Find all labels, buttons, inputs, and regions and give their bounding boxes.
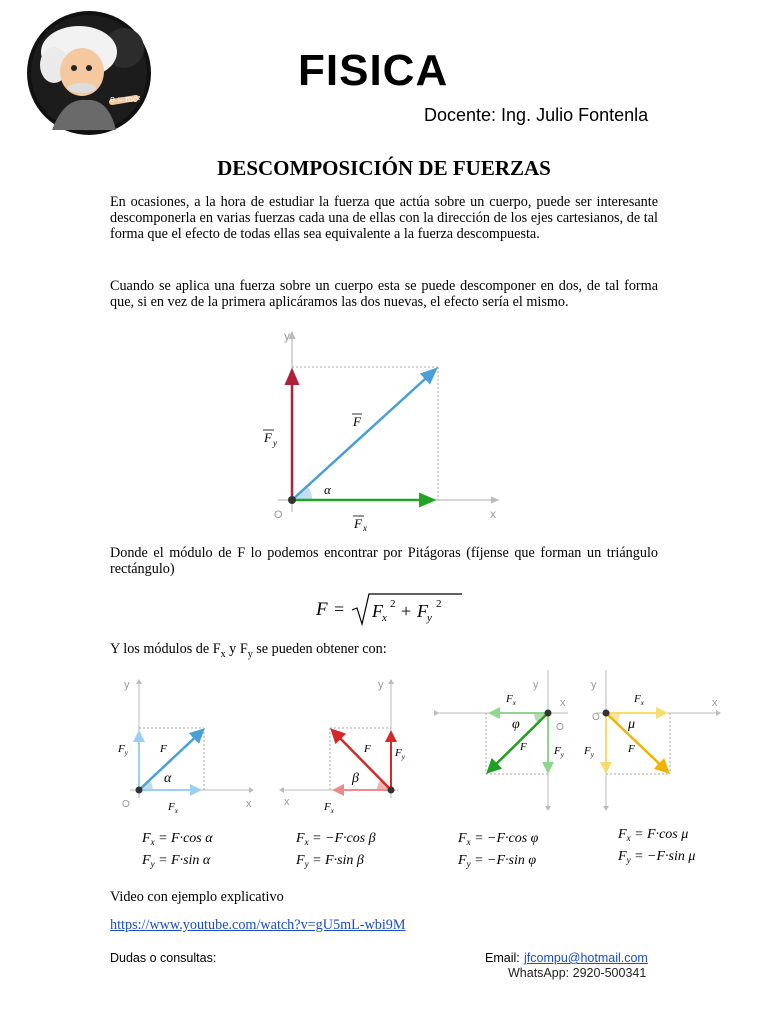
svg-text:F: F	[364, 743, 371, 755]
svg-text:μ: μ	[628, 717, 636, 732]
svg-text:F: F	[372, 601, 383, 621]
pythagoras-formula	[314, 590, 464, 635]
video-caption: Video con ejemplo explicativo	[110, 889, 284, 905]
svg-text:Fx: $F_x$	[506, 693, 516, 707]
angle-label: α	[324, 482, 331, 497]
logo-formula: e = mc²	[110, 94, 141, 104]
modules-paragraph: Y los módulos de $F_x$ y $F_y$ se pueden obtener con:	[110, 641, 387, 660]
svg-text:Fy = F·sin β: $F_y = F\cdot\sin$ β	[296, 853, 364, 869]
svg-text:F: F	[520, 741, 527, 753]
logo-einstein	[24, 10, 154, 136]
svg-text:y: y	[533, 679, 539, 691]
svg-text:x: x	[284, 796, 290, 808]
svg-text:O: O	[122, 799, 130, 810]
email-label: Email:	[485, 951, 520, 965]
svg-text:y: y	[378, 679, 384, 691]
svg-text:Fx: $F_x$	[324, 801, 334, 815]
quadrant-3-formulas	[457, 831, 539, 869]
decomposition-paragraph: Cuando se aplica una fuerza sobre un cuerpo esta se puede descomponer en dos, de tal forma que, si en vez de la primera aplicáramos las dos nuevas, el efecto sería el mismo.	[110, 278, 658, 310]
video-link[interactable]: https://www.youtube.com/watch?v=gU5mL-wbi9M	[110, 917, 406, 933]
whatsapp-contact: WhatsApp: 2920-500341	[508, 966, 647, 980]
y-axis-label: y	[284, 329, 290, 343]
svg-text:Fy: $F_y$	[584, 745, 594, 759]
section-heading: DESCOMPOSICIÓN DE FUERZAS	[217, 156, 551, 180]
origin-label: O	[274, 509, 283, 521]
quadrant-3-diagram	[438, 670, 568, 810]
svg-text:Fx: $F_x$	[168, 801, 178, 815]
svg-text:Fx = F·cos α: $F_x = F\cdot\cos$ α	[142, 831, 213, 847]
svg-text:Fy = −F·sin φ: $F_y = -F\cdot\sin$ φ	[458, 853, 537, 869]
svg-text:Fx = −F·cos φ: $F_x = -F\cdot\cos$ φ	[458, 831, 539, 847]
quadrant-diagrams	[108, 670, 728, 885]
quadrant-2-diagram	[280, 679, 406, 815]
svg-text:Fy: $F_y$	[554, 745, 564, 759]
svg-text:2: 2	[390, 598, 396, 610]
quadrant-4-diagram	[583, 670, 720, 810]
svg-text:Fy = −F·sin μ: $F_y = -F\cdot\sin$ μ	[618, 849, 696, 865]
svg-text:y: y	[124, 679, 130, 691]
fx-label: F	[354, 516, 362, 531]
svg-text:Fy: $F_y$	[395, 747, 405, 761]
svg-text:Fy: $F_y$	[118, 743, 128, 757]
svg-text:Fx = −F·cos β: $F_x = -F\cdot\cos$ β	[296, 831, 376, 847]
svg-text:O: O	[556, 722, 564, 733]
svg-text:Fx: $F_x$	[634, 693, 644, 707]
svg-text:=: =	[334, 599, 345, 619]
x-axis-label: x	[490, 507, 496, 521]
svg-text:y: y	[273, 438, 277, 448]
svg-text:F: F	[316, 599, 328, 620]
svg-text:Fy = F·sin α: $F_y = F\cdot\sin$ α	[142, 853, 211, 869]
svg-text:y: y	[591, 679, 597, 691]
svg-text:F: F	[628, 743, 635, 755]
fy-label: F	[264, 430, 272, 445]
quadrant-1-formulas	[141, 831, 213, 869]
teacher-name: Docente: Ing. Julio Fontenla	[424, 105, 649, 125]
page-title: FISICA	[298, 46, 449, 95]
svg-text:β: β	[352, 771, 359, 786]
svg-text:Fx = F·cos μ: $F_x = F\cdot\cos$ μ	[618, 827, 689, 843]
force-decomposition-diagram	[258, 322, 508, 542]
pythagoras-paragraph: Donde el módulo de F lo podemos encontrar por Pitágoras (fíjense que forman un triángulo rectángulo)	[110, 545, 658, 577]
svg-text:x: x	[712, 697, 718, 709]
svg-text:x: x	[382, 612, 387, 624]
svg-text:F: F	[160, 743, 167, 755]
email-link[interactable]: jfcompu@hotmail.com	[524, 951, 648, 965]
intro-paragraph: En ocasiones, a la hora de estudiar la fuerza que actúa sobre un cuerpo, puede ser interesante descomponerla en varias fuerzas cada una de ellas con la dirección de los ejes cartesianos, de tal forma que el efecto de todas ellas sea equivalente a la fuerza descompuesta.	[110, 194, 658, 242]
force-label: F	[353, 414, 361, 429]
svg-text:x: x	[246, 798, 252, 810]
doubts-label: Dudas o consultas:	[110, 951, 217, 965]
svg-text:F: F	[417, 601, 428, 621]
quadrant-4-formulas	[617, 827, 695, 865]
quadrant-2-formulas	[295, 831, 376, 869]
svg-text:x: x	[560, 697, 566, 709]
svg-text:O: O	[592, 712, 600, 723]
svg-text:+: +	[401, 601, 412, 621]
svg-text:α: α	[164, 771, 172, 786]
svg-text:x: x	[363, 523, 367, 533]
svg-text:φ: φ	[512, 717, 520, 732]
quadrant-1-diagram	[117, 679, 253, 815]
svg-text:y: y	[427, 612, 432, 624]
svg-text:2: 2	[436, 598, 442, 610]
